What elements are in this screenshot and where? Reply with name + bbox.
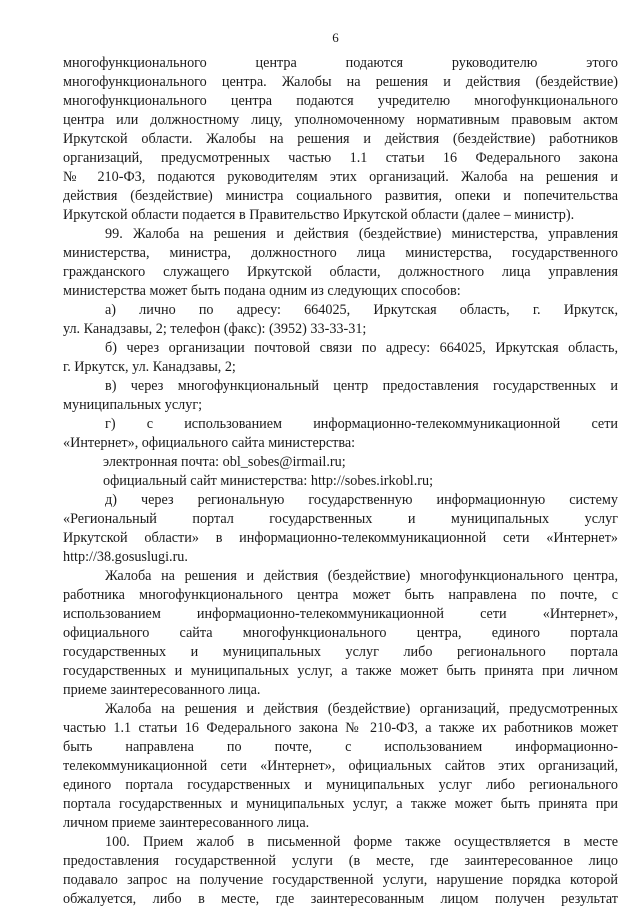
text-line: многофункционального центра. Жалобы на решения и действия (бездействие): [63, 74, 618, 90]
text-line: министерства может быть подана одним из следующих способов:: [63, 283, 461, 299]
text-line: гражданского служащего Иркутской области, должностного лица управления: [63, 264, 618, 280]
text-line: работника многофункционального центра может быть направлена по почте, с: [63, 587, 618, 603]
text-line: действия (бездействие) министра социального развития, опеки и попечительства: [63, 188, 618, 204]
text-line: № 210-ФЗ, подаются руководителям этих организаций. Жалоба на решения и: [63, 169, 618, 185]
text-line: Жалоба на решения и действия (бездействие) организаций, предусмотренных: [105, 701, 618, 717]
text-line: ул. Канадзавы, 2; телефон (факс): (3952) 33-33-31;: [63, 321, 367, 337]
page-number: 6: [332, 30, 339, 45]
text-line: министерства, министра, должностного лица министерства, государственного: [63, 245, 618, 261]
text-line: подавало запрос на получение государственной услуги, нарушение порядка которой: [63, 872, 618, 888]
text-line: Жалоба на решения и действия (бездействие) многофункционального центра,: [105, 568, 618, 584]
text-line: личном приеме заинтересованного лица.: [63, 815, 310, 831]
text-line: быть направлена по почте, с использованием информационно-: [63, 739, 618, 755]
text-line: приеме заинтересованного лица.: [63, 682, 261, 698]
text-line: телекоммуникационной сети «Интернет», официальных сайтов этих организаций,: [63, 758, 618, 774]
text-line: официального сайта многофункционального центра, единого портала: [63, 625, 618, 641]
text-line: д) через региональную государственную информационную систему: [105, 492, 618, 508]
text-line: официальный сайт министерства: http://sobes.irkobl.ru;: [103, 473, 434, 489]
text-line: муниципальных услуг;: [63, 397, 203, 413]
text-line: 100. Прием жалоб в письменной форме также осуществляется в месте: [105, 834, 618, 850]
text-line: «Интернет», официального сайта министерства:: [63, 435, 356, 451]
text-line: в) через многофункциональный центр предоставления государственных и: [105, 378, 618, 394]
text-line: http://38.gosuslugi.ru.: [63, 549, 188, 565]
text-line: б) через организации почтовой связи по адресу: 664025, Иркутская область,: [105, 340, 618, 356]
text-line: государственных и муниципальных услуг, а также может быть принята при личном: [63, 663, 618, 679]
text-line: а) лично по адресу: 664025, Иркутская область, г. Иркутск,: [105, 302, 618, 318]
text-line: единого портала государственных и муниципальных услуг либо регионального: [63, 777, 618, 793]
text-line: предоставления государственной услуги (в месте, где заинтересованное лицо: [63, 853, 618, 869]
text-line: Иркутской области» в информационно-телекоммуникационной сети «Интернет»: [63, 530, 618, 546]
text-line: центра или должностному лицу, уполномоченному нормативным правовым актом: [63, 112, 618, 128]
text-line: многофункционального центра подаются руководителю этого: [63, 55, 618, 71]
text-line: Иркутской области подается в Правительство Иркутской области (далее – министр).: [63, 207, 575, 223]
text-line: государственных и муниципальных услуг либо регионального портала: [63, 644, 618, 660]
document-body: [63, 54, 618, 909]
text-line: использованием информационно-телекоммуникационной сети «Интернет»,: [63, 606, 618, 622]
text-line: «Региональный портал государственных и муниципальных услуг: [63, 511, 618, 527]
text-line: г) с использованием информационно-телекоммуникационной сети: [105, 416, 618, 432]
text-line: обжалуется, либо в месте, где заинтересованным лицом получен результат: [63, 891, 618, 907]
text-line: электронная почта: obl_sobes@irmail.ru;: [103, 454, 346, 470]
text-line: портала государственных и муниципальных услуг, а также может быть принята при: [63, 796, 618, 812]
text-line: г. Иркутск, ул. Канадзавы, 2;: [63, 359, 236, 375]
text-line: Иркутской области. Жалобы на решения и действия (бездействие) работников: [63, 131, 618, 147]
text-line: 99. Жалоба на решения и действия (бездействие) министерства, управления: [105, 226, 618, 242]
text-line: многофункционального центра подаются учредителю многофункционального: [63, 93, 618, 109]
text-line: частью 1.1 статьи 16 Федерального закона № 210-ФЗ, а также их работников может: [63, 720, 618, 736]
text-line: организаций, предусмотренных частью 1.1 статьи 16 Федерального закона: [63, 150, 618, 166]
